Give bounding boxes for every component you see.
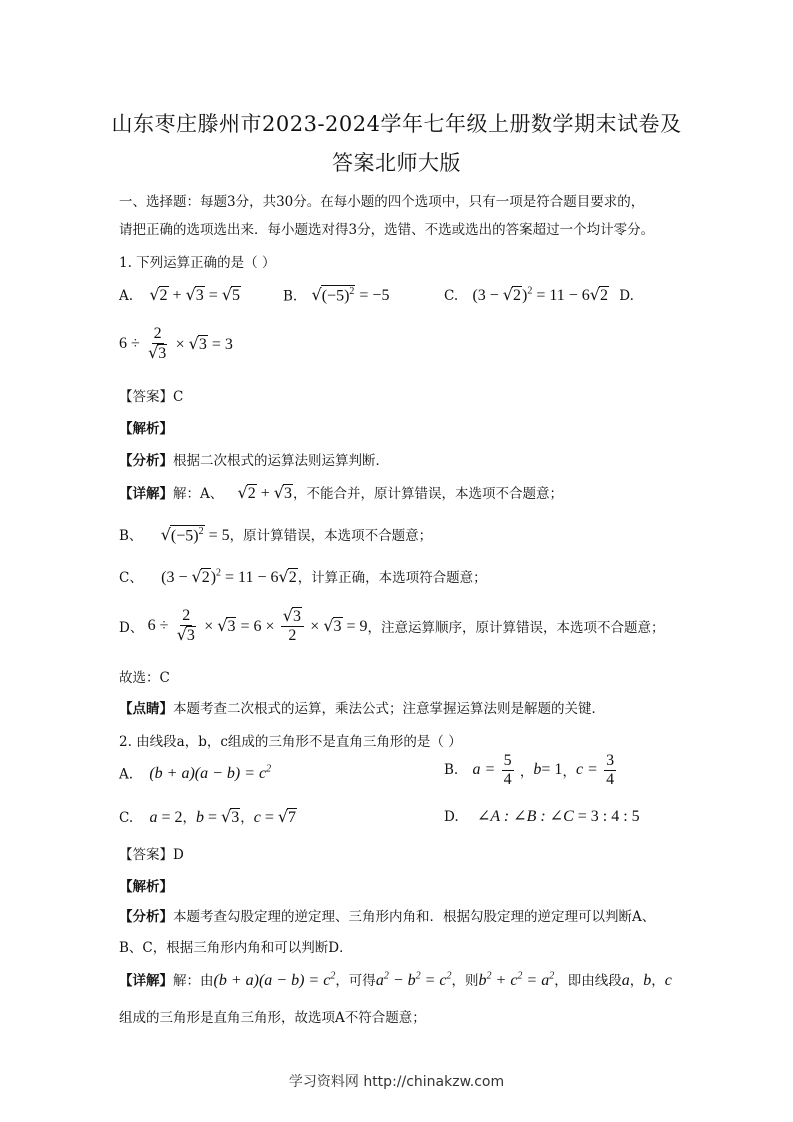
q1-choice: 故选：C (119, 670, 170, 686)
q1-option-c: C. $(3 - √2)^2 = 11 - 6√2$ D. (444, 285, 634, 304)
q2-option-c: C. a = 2，b = √3，c = √7 (119, 807, 297, 826)
q1-option-d-expr: 6 ÷ $\frac{2}{√3}$ × √3 = 3 (119, 325, 233, 362)
q2-answer: 【答案】D (119, 847, 184, 863)
q2-option-a: A. $(b + a)(a - b) = c^2$ (119, 764, 272, 783)
q1-option-a: A. √2 + √3 = √5 (119, 285, 241, 304)
section-intro-2: 请把正确的选项选出来．每小题选对得3分，选错、不选或选出的答案超过一个均计零分。 (119, 222, 655, 238)
q2-xiangjie-line2: 组成的三角形是直角三角形，故选项A不符合题意； (119, 1010, 426, 1026)
q1-dianjing: 【点睛】本题考查二次根式的运算，乘法公式；注意掌握运算法则是解题的关键． (119, 701, 605, 717)
section-intro-1: 一、选择题：每题3分，共30分。在每小题的四个选项中，只有一项是符合题目要求的， (119, 194, 645, 210)
doc-title-line2: 答案北师大版 (332, 151, 461, 175)
q1-stem: 1. 下列运算正确的是（ ） (119, 255, 276, 271)
q2-fenxi-1: 【分析】本题考查勾股定理的逆定理、三角形内角和．根据勾股定理的逆定理可以判断A、 (119, 909, 656, 925)
q1-fenxi: 【分析】根据二次根式的运算法则运算判断． (119, 453, 389, 469)
q1-xiangjie-b: B、 $√(-5)^2 = 5$，原计算错误，本选项不合题意； (119, 525, 433, 544)
q1-analysis-head: 【解析】 (119, 421, 173, 437)
q1-xiangjie-a: 【详解】解：A、 √2 + √3，不能合并，原计算错误，本选项不合题意； (119, 483, 563, 502)
q2-option-b: B. a = $\frac{5}{4}$ ，b= 1，c = $\frac{3}{4}$ (444, 752, 615, 788)
page-footer: 学习资料网 http://chinakzw.com (288, 1074, 505, 1090)
q1-option-b: B. $√(-5)^2 = -5$ (283, 285, 390, 305)
q1-xiangjie-c: C、 $(3 - √2)^2 = 11 - 6√2$，计算正确，本选项符合题意； (119, 567, 487, 586)
q2-xiangjie: 【详解】解：由$(b + a)(a - b) = c^2$，可得$a^2 - b^2 = c^2$，则$b^2 + c^2 = a^2$，即由线段a，b，c (119, 970, 672, 989)
doc-title-line1: 山东枣庄滕州市2023-2024学年七年级上册数学期末试卷及 (111, 112, 682, 136)
q2-stem: 2. 由线段a，b，c组成的三角形不是直角三角形的是（ ） (119, 734, 462, 750)
q2-analysis-head: 【解析】 (119, 879, 173, 895)
q1-answer: 【答案】C (119, 389, 184, 405)
q2-fenxi-2: B、C，根据三角形内角和可以判断D． (119, 940, 353, 956)
q1-xiangjie-d: D、 6 ÷ $\frac{2}{√3}$ × √3 = 6 × $\frac{√3}{2}$ × √3 = 9，注意运算顺序，原计算错误，本选项不合题意； (119, 606, 665, 644)
q2-option-d: D. ∠A : ∠B : ∠C = 3 : 4 : 5 (444, 808, 640, 825)
